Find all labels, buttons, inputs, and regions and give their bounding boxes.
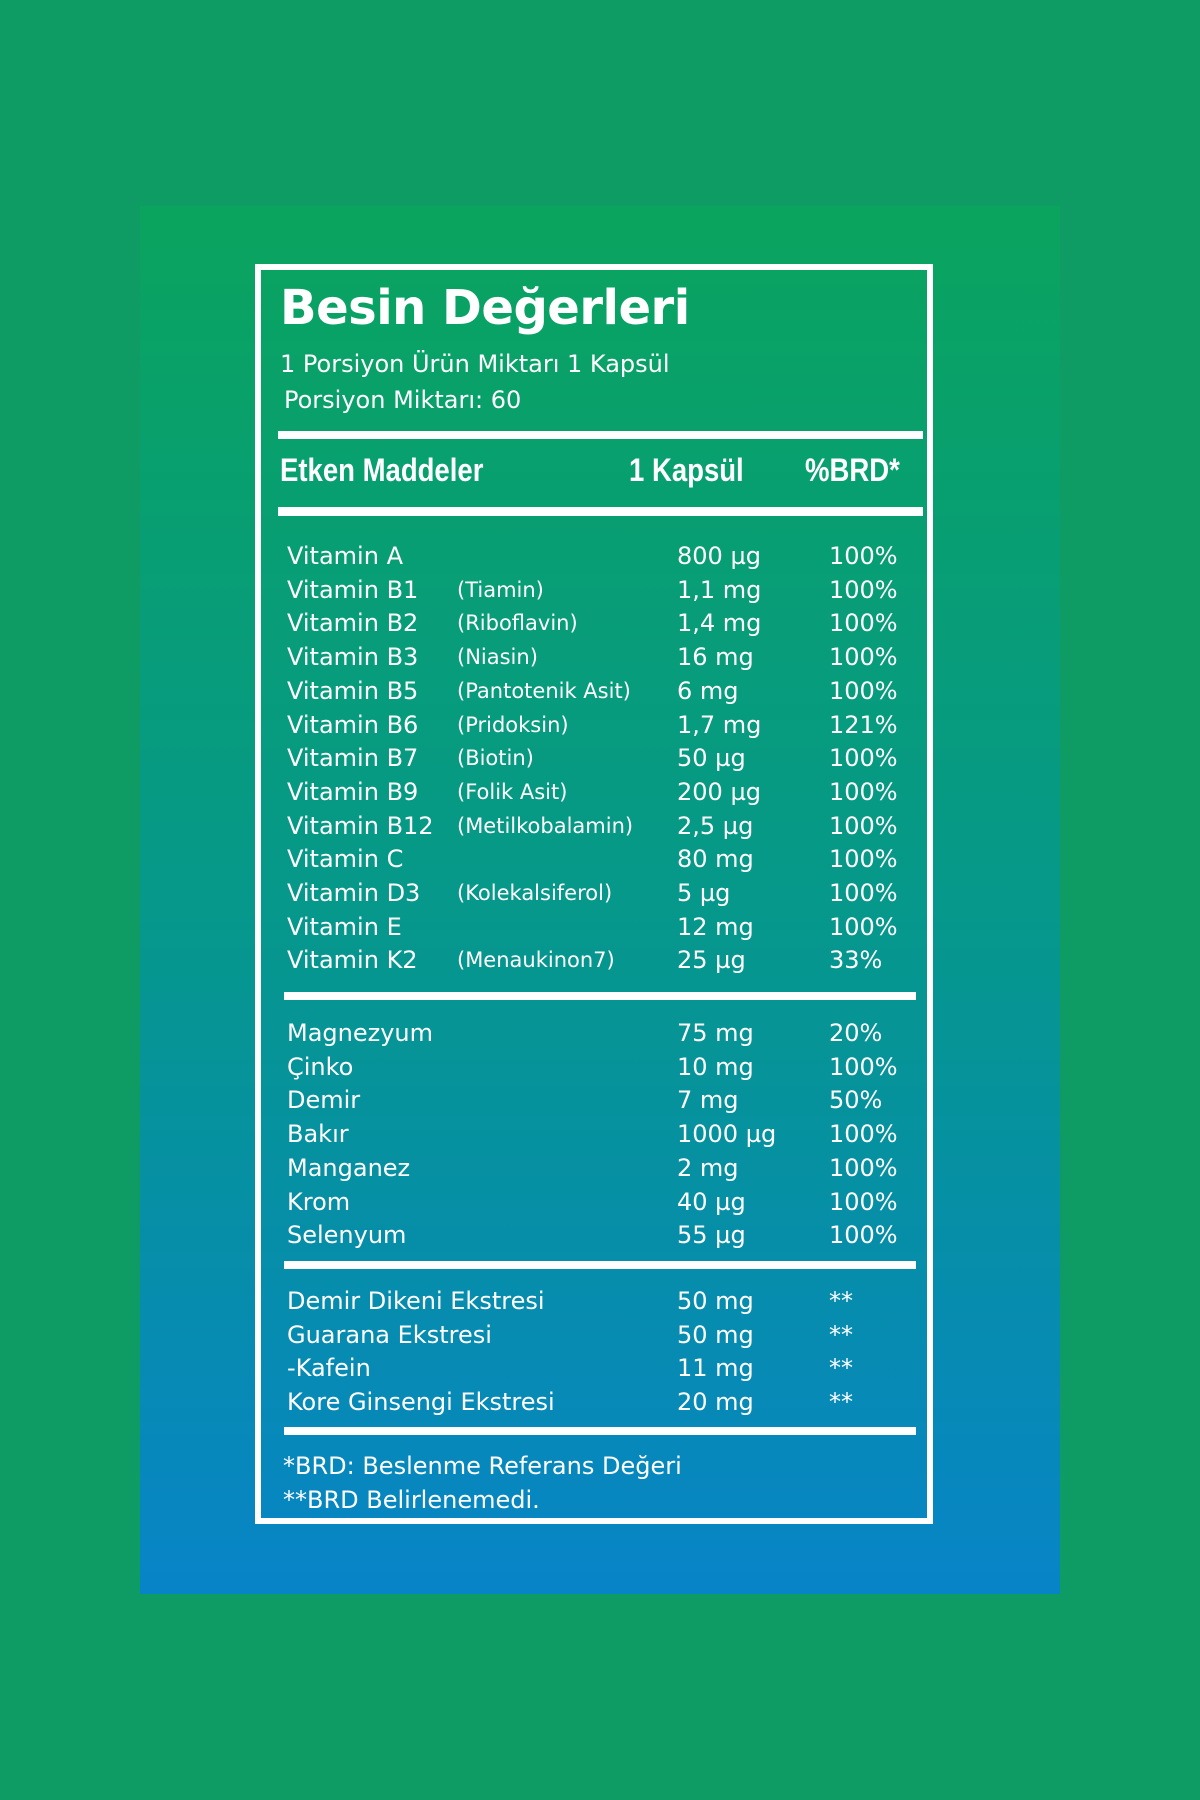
ingredient-amount: 1,4 mg <box>677 609 762 638</box>
footnote-undetermined: **BRD Belirlenemedi. <box>283 1486 540 1514</box>
ingredient-amount: 7 mg <box>677 1086 739 1115</box>
ingredient-brd: 100% <box>829 1187 898 1216</box>
footnote-brd: *BRD: Beslenme Referans Değeri <box>283 1452 682 1480</box>
ingredient-name: Demir Dikeni Ekstresi <box>287 1287 545 1315</box>
ingredient-row <box>261 842 927 876</box>
label-background <box>140 206 1060 1594</box>
ingredient-name: Manganez <box>287 1153 411 1182</box>
ingredient-row <box>261 1284 927 1318</box>
ingredient-brd: ** <box>829 1354 853 1383</box>
ingredient-name: Vitamin D3 <box>287 879 421 907</box>
ingredient-name: Krom <box>287 1187 351 1216</box>
serving-size: 1 Porsiyon Ürün Miktarı 1 Kapsül <box>280 350 670 378</box>
ingredient-brd: 100% <box>829 744 898 773</box>
servings-per-container: Porsiyon Miktarı: 60 <box>284 386 522 414</box>
ingredient-brd: 100% <box>829 811 898 840</box>
ingredient-name: Vitamin B1 <box>287 575 419 604</box>
ingredient-brd: 20% <box>829 1019 883 1047</box>
divider-minerals <box>284 1261 916 1269</box>
header-brd: %BRD* <box>805 452 900 488</box>
divider-extracts <box>284 1427 916 1435</box>
ingredient-name: Vitamin A <box>287 542 403 570</box>
ingredient-brd: 100% <box>829 1221 898 1250</box>
ingredient-name: Vitamin B5 <box>287 676 419 705</box>
ingredient-brd: 100% <box>829 575 898 604</box>
ingredient-brd: 50% <box>829 1086 883 1115</box>
ingredient-note: (Biotin) <box>457 746 534 771</box>
ingredient-amount: 1,1 mg <box>677 575 762 604</box>
ingredient-row <box>261 1318 927 1352</box>
divider-vitamins <box>284 992 916 1000</box>
ingredient-amount: 12 mg <box>677 912 754 941</box>
ingredient-amount: 800 µg <box>677 542 761 570</box>
ingredient-brd: 121% <box>829 710 898 739</box>
ingredient-amount: 40 µg <box>677 1187 746 1216</box>
ingredient-name: Vitamin B12 <box>287 811 434 840</box>
ingredient-brd: ** <box>829 1287 853 1315</box>
ingredient-row <box>261 1351 927 1385</box>
ingredient-brd: 100% <box>829 1153 898 1182</box>
ingredient-amount: 80 mg <box>677 845 754 874</box>
ingredient-note: (Metilkobalamin) <box>457 813 634 838</box>
ingredient-row <box>261 708 927 742</box>
ingredient-row <box>261 876 927 910</box>
ingredient-name: Guarana Ekstresi <box>287 1320 492 1349</box>
ingredient-amount: 200 µg <box>677 777 761 806</box>
ingredient-brd: 100% <box>829 1052 898 1081</box>
ingredient-amount: 20 mg <box>677 1388 754 1417</box>
ingredient-name: Vitamin B7 <box>287 744 419 773</box>
ingredient-brd: ** <box>829 1320 853 1349</box>
ingredient-amount: 2 mg <box>677 1153 739 1182</box>
ingredient-name: Demir <box>287 1086 361 1115</box>
ingredient-row <box>261 606 927 640</box>
ingredient-row <box>261 1185 927 1219</box>
ingredient-amount: 25 µg <box>677 946 746 975</box>
ingredient-row <box>261 943 927 977</box>
ingredient-note: (Pantotenik Asit) <box>457 678 631 703</box>
ingredient-row <box>261 1083 927 1117</box>
header-ingredient: Etken Maddeler <box>280 452 484 488</box>
ingredient-brd: 33% <box>829 946 883 975</box>
ingredient-amount: 1000 µg <box>677 1120 777 1149</box>
ingredient-name: Vitamin B2 <box>287 609 419 638</box>
ingredient-brd: ** <box>829 1388 853 1417</box>
ingredient-amount: 1,7 mg <box>677 710 762 739</box>
ingredient-note: (Niasin) <box>457 645 538 670</box>
ingredient-name: Çinko <box>287 1052 354 1081</box>
ingredient-name: Vitamin B9 <box>287 777 419 806</box>
ingredient-name: Vitamin B3 <box>287 643 419 672</box>
ingredient-name: Vitamin E <box>287 912 402 941</box>
ingredient-name: Vitamin B6 <box>287 710 419 739</box>
ingredient-brd: 100% <box>829 643 898 672</box>
ingredient-name: -Kafein <box>287 1354 371 1383</box>
ingredient-amount: 2,5 µg <box>677 811 754 840</box>
ingredient-amount: 11 mg <box>677 1354 754 1383</box>
ingredient-note: (Tiamin) <box>457 577 544 602</box>
ingredient-name: Vitamin C <box>287 845 404 874</box>
ingredient-amount: 10 mg <box>677 1052 754 1081</box>
ingredient-row <box>261 573 927 607</box>
ingredient-row <box>261 1218 927 1252</box>
ingredient-note: (Folik Asit) <box>457 779 568 804</box>
label-title: Besin Değerleri <box>280 280 690 336</box>
ingredient-row <box>261 1151 927 1185</box>
ingredient-brd: 100% <box>829 845 898 874</box>
ingredient-row <box>261 1050 927 1084</box>
ingredient-brd: 100% <box>829 1120 898 1149</box>
ingredient-amount: 50 mg <box>677 1320 754 1349</box>
ingredient-brd: 100% <box>829 912 898 941</box>
ingredient-note: (Kolekalsiferol) <box>457 881 613 905</box>
divider-top <box>278 431 923 439</box>
ingredient-row <box>261 1117 927 1151</box>
ingredient-amount: 75 mg <box>677 1019 754 1047</box>
ingredient-row <box>261 741 927 775</box>
ingredient-name: Bakır <box>287 1120 349 1149</box>
ingredient-row <box>261 1016 927 1050</box>
ingredient-row <box>261 775 927 809</box>
ingredient-amount: 16 mg <box>677 643 754 672</box>
ingredient-row <box>261 809 927 843</box>
ingredient-name: Kore Ginsengi Ekstresi <box>287 1388 555 1417</box>
ingredient-amount: 6 mg <box>677 676 739 705</box>
ingredient-name: Selenyum <box>287 1221 407 1250</box>
ingredient-note: (Pridoksin) <box>457 712 569 737</box>
ingredient-note: (Menaukinon7) <box>457 948 615 973</box>
ingredient-amount: 50 µg <box>677 744 746 773</box>
nutrition-facts-box <box>255 264 933 1524</box>
ingredient-brd: 100% <box>829 879 898 907</box>
ingredient-brd: 100% <box>829 777 898 806</box>
ingredient-amount: 5 µg <box>677 879 731 907</box>
ingredient-row <box>261 910 927 944</box>
ingredient-row <box>261 1385 927 1419</box>
ingredient-brd: 100% <box>829 542 898 570</box>
ingredient-note: (Riboflavin) <box>457 611 578 636</box>
divider-header <box>278 507 923 516</box>
ingredient-row <box>261 640 927 674</box>
header-amount: 1 Kapsül <box>629 452 744 488</box>
ingredient-brd: 100% <box>829 676 898 705</box>
ingredient-name: Magnezyum <box>287 1019 434 1047</box>
ingredient-amount: 55 µg <box>677 1221 746 1250</box>
ingredient-name: Vitamin K2 <box>287 946 418 975</box>
ingredient-brd: 100% <box>829 609 898 638</box>
ingredient-row <box>261 539 927 573</box>
ingredient-amount: 50 mg <box>677 1287 754 1315</box>
ingredient-row <box>261 674 927 708</box>
